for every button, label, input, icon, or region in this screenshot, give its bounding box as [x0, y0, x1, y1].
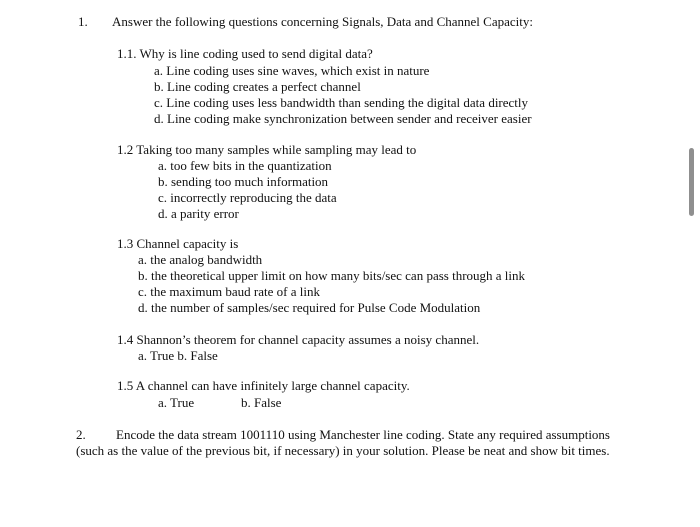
scrollbar-thumb[interactable] — [689, 148, 694, 216]
question-1-1-option-c: c. Line coding uses less bandwidth than sending the digital data directly — [154, 95, 529, 110]
question-1-4-stem: 1.4 Shannon’s theorem for channel capacity assumes a noisy channel. — [117, 332, 480, 347]
question-1-1-stem: 1.1. Why is line coding used to send digital data? — [117, 46, 373, 61]
question-1-4-options: a. True b. False — [138, 348, 218, 363]
question-1-1-option-a: a. Line coding uses sine waves, which exist in nature — [154, 63, 430, 78]
question-2 — [76, 427, 616, 459]
question-2-number: 2. — [76, 427, 86, 442]
question-1-2-option-c: c. incorrectly reproducing the data — [158, 190, 337, 205]
question-1-1-option-b: b. Line coding creates a perfect channel — [154, 79, 361, 94]
question-1-3-option-c: c. the maximum baud rate of a link — [138, 284, 320, 299]
question-1-2-option-a: a. too few bits in the quantization — [158, 158, 332, 173]
question-1-number: 1. — [78, 14, 88, 29]
question-1-3-stem: 1.3 Channel capacity is — [117, 236, 239, 251]
question-1-3-option-d: d. the number of samples/sec required for Pulse Code Modulation — [138, 300, 481, 315]
question-1-5-stem: 1.5 A channel can have infinitely large channel capacity. — [117, 378, 410, 393]
question-1-2-stem: 1.2 Taking too many samples while sampling may lead to — [117, 142, 417, 157]
question-1-3-option-a: a. the analog bandwidth — [138, 252, 263, 267]
question-1-1-option-d: d. Line coding make synchronization between sender and receiver easier — [154, 111, 532, 126]
question-1-5-option-b: b. False — [241, 395, 282, 410]
question-1-5-option-a: a. True — [158, 395, 195, 410]
question-2-text: Encode the data stream 1001110 using Manchester line coding. State any required assumptions (such as the value of the previous bit, if necessary) in your solution. Please be neat and show bit times. — [76, 427, 610, 458]
question-1-2-option-b: b. sending too much information — [158, 174, 329, 189]
question-1-2-option-d: d. a parity error — [158, 206, 239, 221]
question-1-heading: Answer the following questions concerning Signals, Data and Channel Capacity: — [112, 14, 533, 29]
question-1-3-option-b: b. the theoretical upper limit on how many bits/sec can pass through a link — [138, 268, 526, 283]
